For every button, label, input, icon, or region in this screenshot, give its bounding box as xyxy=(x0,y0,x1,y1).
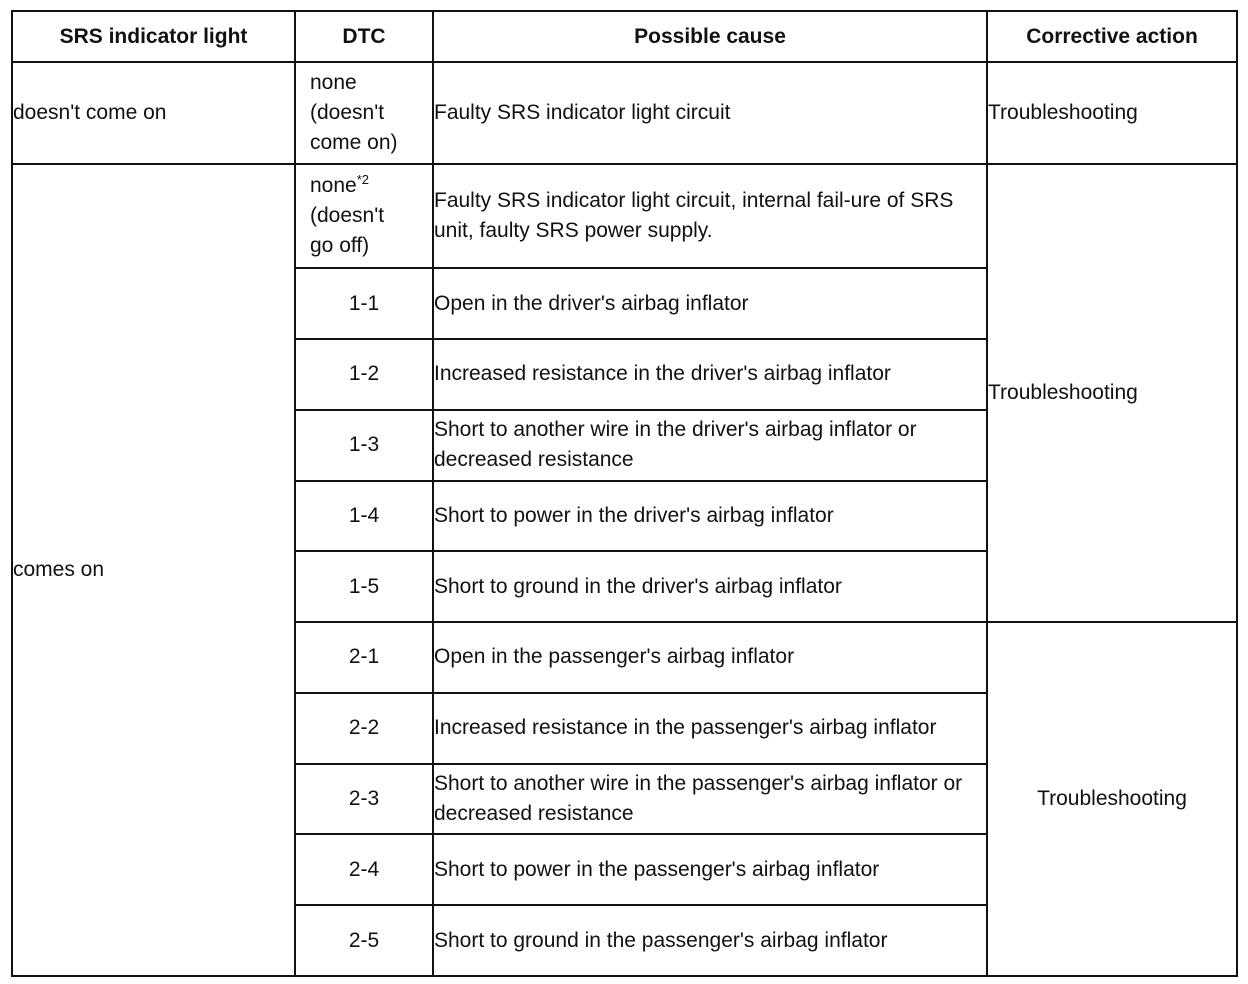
header-corrective-action: Corrective action xyxy=(987,11,1237,62)
dtc-cell xyxy=(295,62,433,164)
dtc-cell: 1-2 xyxy=(295,339,433,410)
header-possible-cause: Possible cause xyxy=(433,11,987,62)
dtc-cell: 1-3 xyxy=(295,410,433,481)
header-dtc: DTC xyxy=(295,11,433,62)
cause-cell: Short to another wire in the driver's airbag inflator or decreased resistance xyxy=(433,410,987,481)
action-cell-driver: Troubleshooting xyxy=(987,164,1237,622)
cause-cell: Faulty SRS indicator light circuit xyxy=(433,62,987,164)
cause-cell: Short to another wire in the passenger's airbag inflator or decreased resistance xyxy=(433,764,987,835)
dtc-cell: 2-5 xyxy=(295,905,433,976)
dtc-line: none xyxy=(310,71,357,95)
cause-cell: Short to power in the passenger's airbag inflator xyxy=(433,834,987,905)
cause-cell: Open in the passenger's airbag inflator xyxy=(433,622,987,693)
dtc-line: come on) xyxy=(310,131,398,155)
footnote-marker: *2 xyxy=(356,172,370,188)
dtc-main: none xyxy=(310,174,357,198)
action-cell-passenger: Troubleshooting xyxy=(987,622,1237,976)
cause-cell: Increased resistance in the passenger's airbag inflator xyxy=(433,693,987,764)
cause-cell: Short to ground in the driver's airbag inflator xyxy=(433,551,987,622)
dtc-line xyxy=(310,171,432,201)
header-srs-indicator-light: SRS indicator light xyxy=(12,11,295,62)
table-row xyxy=(12,164,1237,268)
dtc-cell: 1-4 xyxy=(295,481,433,552)
dtc-cell: 2-1 xyxy=(295,622,433,693)
dtc-line: go off) xyxy=(310,234,370,258)
header-row xyxy=(12,11,1237,62)
cause-cell: Open in the driver's airbag inflator xyxy=(433,268,987,339)
indicator-state-cell: comes on xyxy=(12,164,295,976)
dtc-cell: 2-4 xyxy=(295,834,433,905)
cause-cell: Faulty SRS indicator light circuit, internal fail-ure of SRS unit, faulty SRS power supply. xyxy=(433,164,987,268)
dtc-cell: 1-1 xyxy=(295,268,433,339)
indicator-state-cell: doesn't come on xyxy=(12,62,295,164)
dtc-cell: 2-2 xyxy=(295,693,433,764)
table-row xyxy=(12,62,1237,164)
cause-cell: Short to ground in the passenger's airbag inflator xyxy=(433,905,987,976)
action-cell: Troubleshooting xyxy=(987,62,1237,164)
cause-cell: Short to power in the driver's airbag inflator xyxy=(433,481,987,552)
dtc-cell xyxy=(295,164,433,268)
dtc-cell: 2-3 xyxy=(295,764,433,835)
dtc-cell: 1-5 xyxy=(295,551,433,622)
srs-dtc-table xyxy=(11,10,1238,977)
dtc-line: (doesn't xyxy=(310,204,385,228)
cause-cell: Increased resistance in the driver's airbag inflator xyxy=(433,339,987,410)
dtc-line: (doesn't xyxy=(310,101,385,125)
